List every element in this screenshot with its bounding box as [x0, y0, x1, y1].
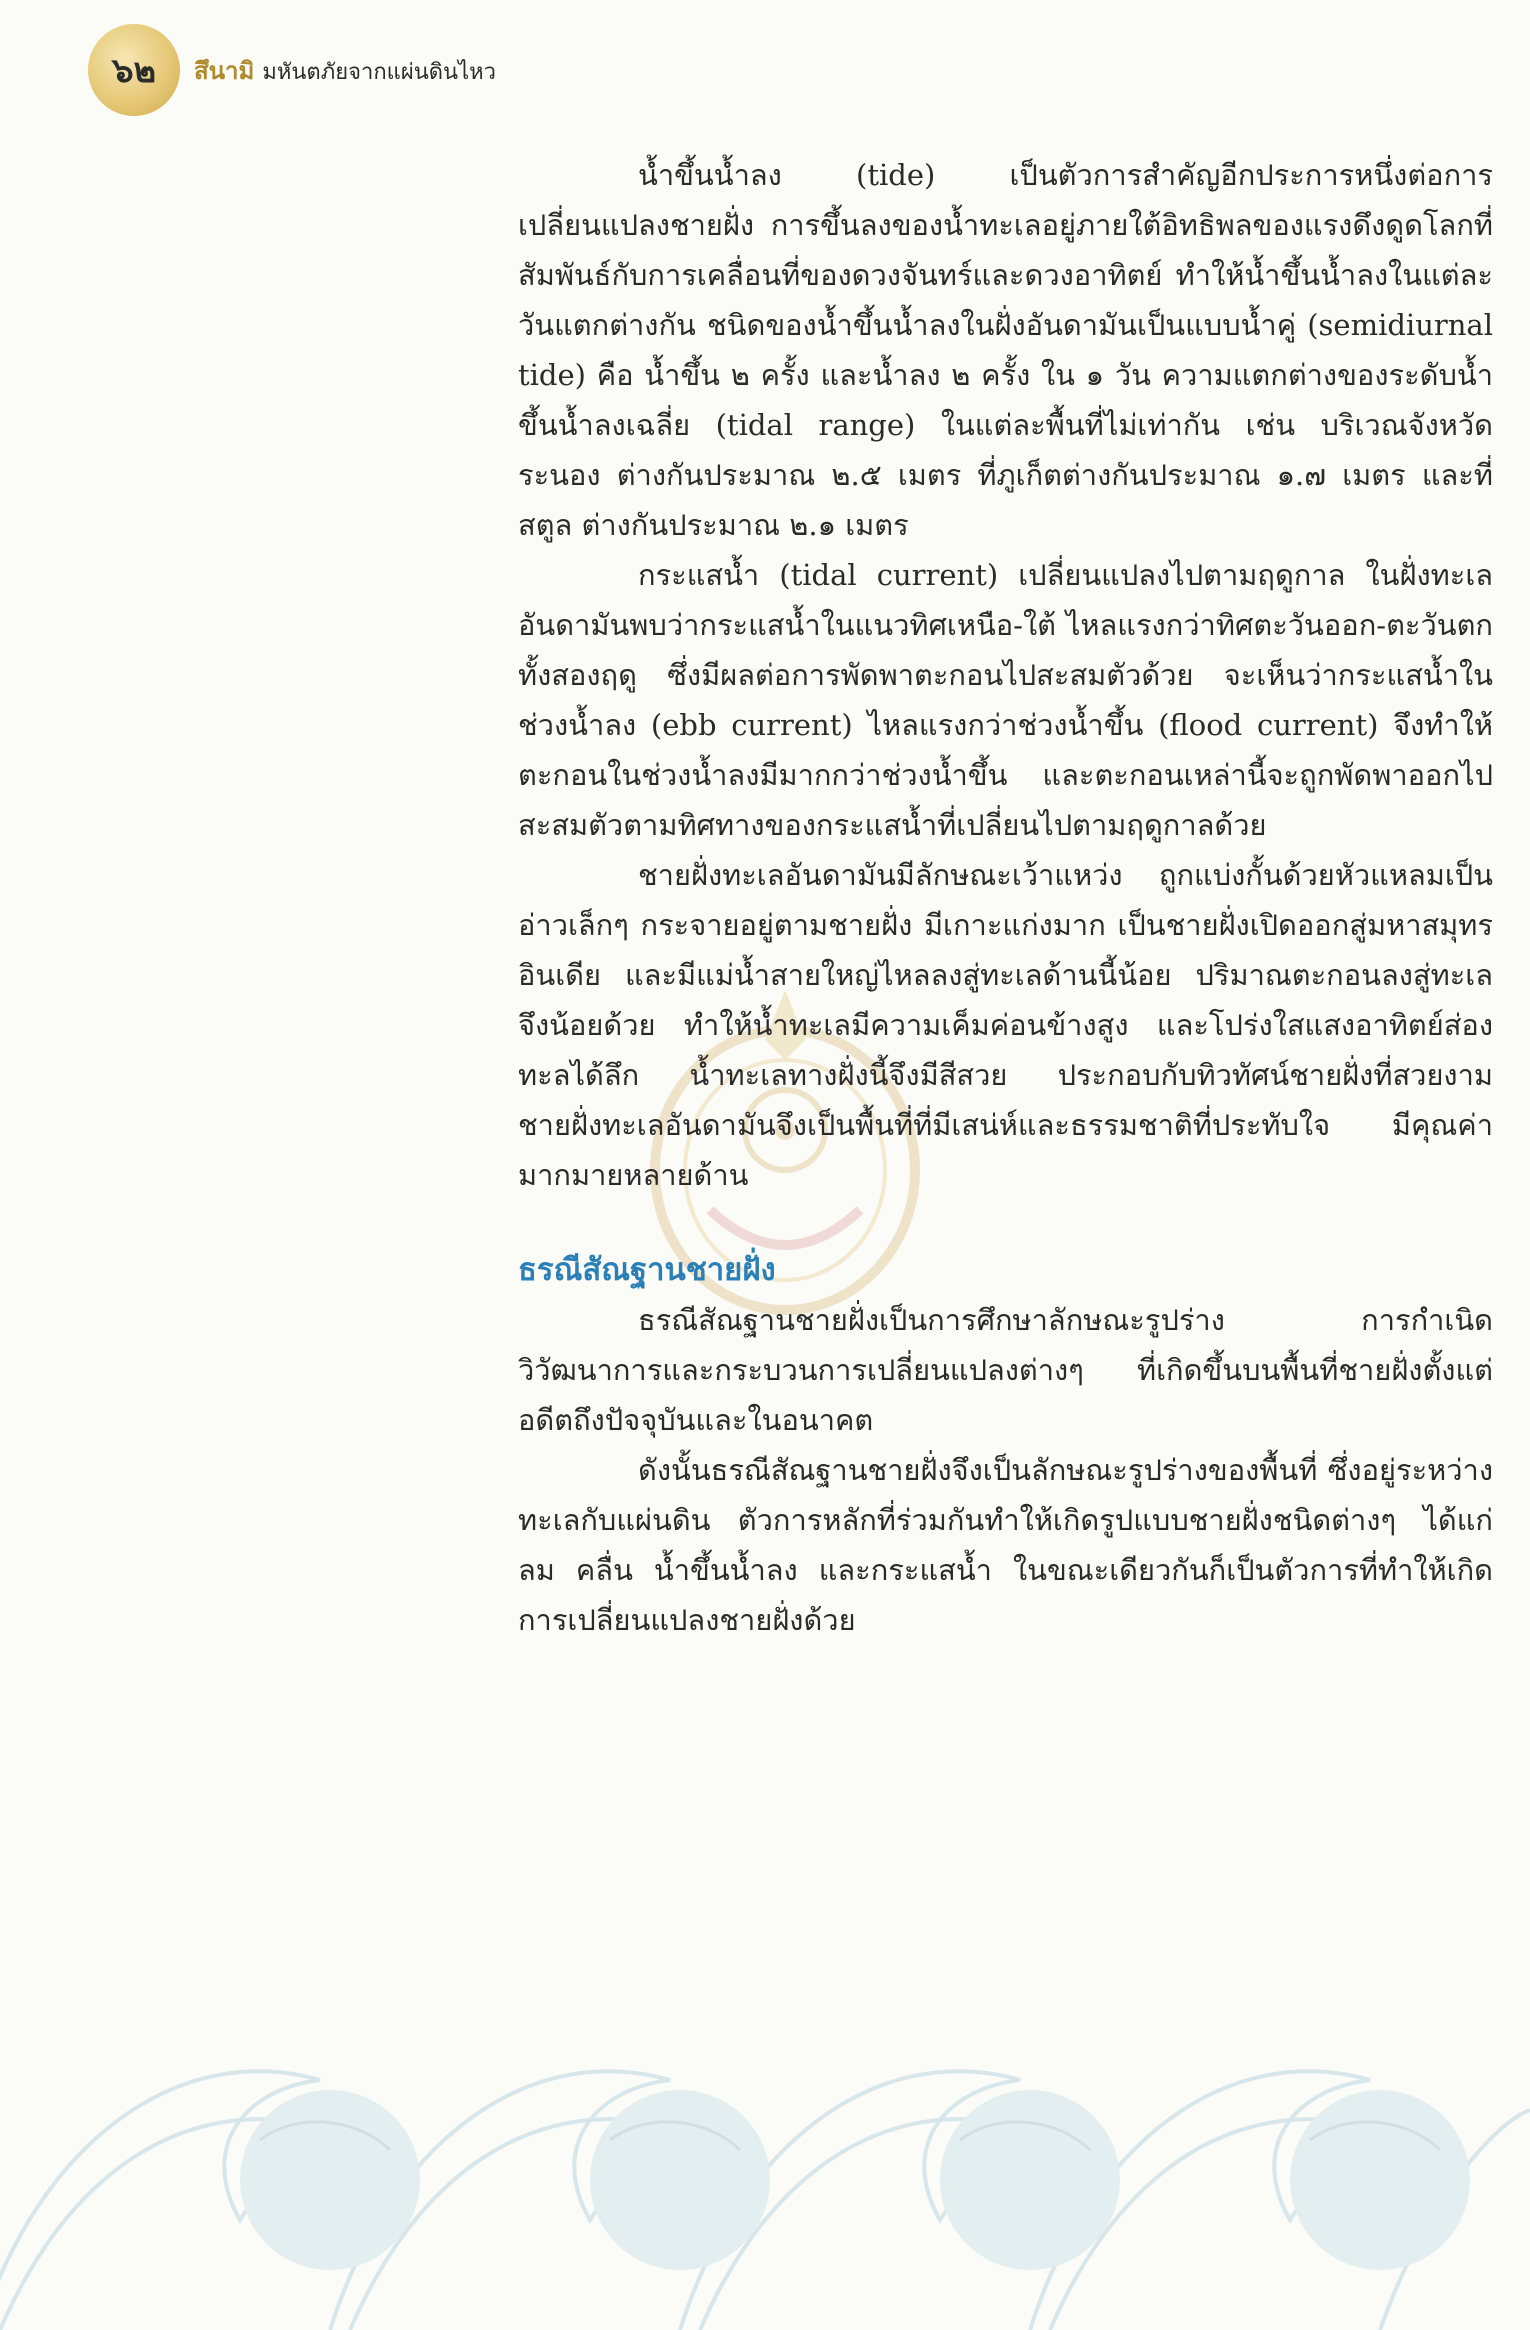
running-title-accent: สึนามิ	[194, 56, 255, 85]
paragraph-tide: น้ำขึ้นน้ำลง (tide) เป็นตัวการสำคัญอีกประการหนึ่งต่อการเปลี่ยนแปลงชายฝั่ง การขึ้นลงของน้ำทะเลอยู่ภายใต้อิทธิพลของแรงดึงดูดโลกที่สัมพันธ์กับการเคลื่อนที่ของดวงจันทร์และดวงอาทิตย์ ทำให้น้ำขึ้นน้ำลงในแต่ละวันแตกต่างกัน ชนิดของน้ำขึ้นน้ำลงในฝั่งอันดามันเป็นแบบน้ำคู่ (semidiurnal tide) คือ น้ำขึ้น ๒ ครั้ง และน้ำลง ๒ ครั้ง ใน ๑ วัน ความแตกต่างของระดับน้ำขึ้นน้ำลงเฉลี่ย (tidal range) ในแต่ละพื้นที่ไม่เท่ากัน เช่น บริเวณจังหวัดระนอง ต่างกันประมาณ ๒.๕ เมตร ที่ภูเก็ตต่างกันประมาณ ๑.๗ เมตร และที่สตูล ต่างกันประมาณ ๒.๑ เมตร	[518, 158, 1493, 542]
running-header	[88, 24, 496, 116]
wave-decoration	[0, 1890, 1530, 2330]
paragraph-andaman-coast: ชายฝั่งทะเลอันดามันมีลักษณะเว้าแหว่ง ถูกแบ่งกั้นด้วยหัวแหลมเป็นอ่าวเล็กๆ กระจายอยู่ตามชายฝั่ง มีเกาะแก่งมาก เป็นชายฝั่งเปิดออกสู่มหาสมุทรอินเดีย และมีแม่น้ำสายใหญ่ไหลลงสู่ทะเลด้านนี้น้อย ปริมาณตะกอนลงสู่ทะเลจึงน้อยด้วย ทำให้น้ำทะเลมีความเค็มค่อนข้างสูง และโปร่งใสแสงอาทิตย์ส่องทะลได้ลึก น้ำทะเลทางฝั่งนี้จึงมีสีสวย ประกอบกับทิวทัศน์ชายฝั่งที่สวยงาม ชายฝั่งทะเลอันดามันจึงเป็นพื้นที่ที่มีเสน่ห์และธรรมชาติที่ประทับใจ มีคุณค่ามากมายหลายด้าน	[518, 858, 1493, 1192]
page-number: ๖๒	[112, 51, 156, 91]
paragraph-geomorphology-definition: ธรณีสัณฐานชายฝั่งเป็นการศึกษาลักษณะรูปร่าง การกำเนิด วิวัฒนาการและกระบวนการเปลี่ยนแปลงต่างๆ ที่เกิดขึ้นบนพื้นที่ชายฝั่งตั้งแต่อดีตถึงปัจจุบันและในอนาคต	[518, 1303, 1493, 1437]
running-title-rest: มหันตภัยจากแผ่นดินไหว	[262, 59, 497, 85]
page-number-badge	[88, 24, 180, 116]
main-content	[518, 150, 1493, 1645]
section-heading: ธรณีสัณฐานชายฝั่ง	[518, 1252, 776, 1288]
paragraph-geomorphology-agents: ดังนั้นธรณีสัณฐานชายฝั่งจึงเป็นลักษณะรูปร่างของพื้นที่ ซึ่งอยู่ระหว่างทะเลกับแผ่นดิน ตัวการหลักที่ร่วมกันทำให้เกิดรูปแบบชายฝั่งชนิดต่างๆ ได้แก่ ลม คลื่น น้ำขึ้นน้ำลง และกระแสน้ำ ในขณะเดียวกันก็เป็นตัวการที่ทำให้เกิดการเปลี่ยนแปลงชายฝั่งด้วย	[518, 1453, 1493, 1637]
running-title	[194, 51, 496, 90]
paragraph-tidal-current: กระแสน้ำ (tidal current) เปลี่ยนแปลงไปตามฤดูกาล ในฝั่งทะเลอันดามันพบว่ากระแสน้ำในแนวทิศเหนือ-ใต้ ไหลแรงกว่าทิศตะวันออก-ตะวันตกทั้งสองฤดู ซึ่งมีผลต่อการพัดพาตะกอนไปสะสมตัวด้วย จะเห็นว่ากระแสน้ำในช่วงน้ำลง (ebb current) ไหลแรงกว่าช่วงน้ำขึ้น (flood current) จึงทำให้ตะกอนในช่วงน้ำลงมีมากกว่าช่วงน้ำขึ้น และตะกอนเหล่านี้จะถูกพัดพาออกไปสะสมตัวตามทิศทางของกระแสน้ำที่เปลี่ยนไปตามฤดูกาลด้วย	[518, 558, 1493, 842]
